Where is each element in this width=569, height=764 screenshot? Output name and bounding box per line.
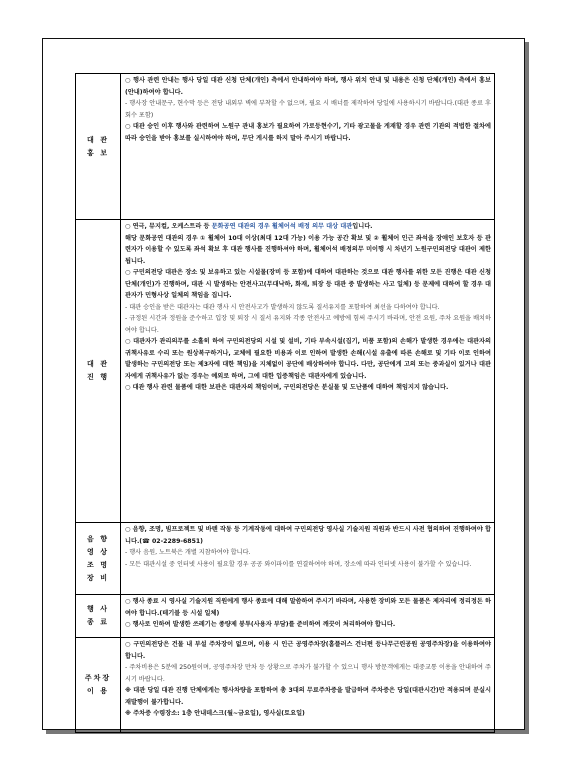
section-content-event-end [121,595,495,638]
list-item: ○ 대관자가 관리의무를 소홀히 하여 구민의전당의 시설 및 설비, 기타 부속시설(집기, 비품 포함)의 손해가 발생한 경우에는 대관자의 귀책사유로 수리 또는 원상복구하거나, 교체에 필요한 비용과 이로 인하여 발생한 손해(시설 유출에 따른 손해로 및 기타 이로 인하여 발생하는 구민의전당 또는 제3자에 대한 책임)을 지체없이 공단에 배상하여야 합니다. 다만, 공단에게 고의 또는 중과실이 있거나 대관자에게 귀책사유가 없는 경우는 예외로 하며, 그에 대한 입증책임은 대관자에게 있습니다. [125,338,491,380]
section-label-promotion: 대 관 홍 보 [76,74,121,220]
list-item: 해당 문화공연 대관의 경우 ① 휠체어 10대 이상(최대 12대 가능) 이용 가능 공간 확보 및 ② 휠체어 인근 좌석을 장애인 보호자 등 관련자가 이용할 수 있도록 좌석 확보 후 대관 행사를 진행하셔야 하며, 휠체어석 배정의무 미이행 시 차년기 노원구민의전당 대관이 제한됩니다. [125,234,491,265]
dash-marker-icon: - [125,100,130,107]
list-item: - 대관 승인을 받은 대관자는 대관 행사 시 안전사고가 발생하지 않도록 질서유지를 포함하여 최선을 다하여야 합니다. [125,303,440,311]
circle-bullet-icon: ○ [125,526,133,533]
list-item: ○ 대관 승인 이후 행사와 관련하여 노원구 관내 홍보가 필요하여 가로등현수기, 기타 광고물을 게재할 경우 관련 기관의 적법한 절차에 따라 승인을 받아 홍보를 실시하여야 하며, 무단 게시를 하지 말아 주시기 바랍니다. [125,123,491,142]
note-item: ※ 대관 당일 대관 진행 단체에게는 행사차량을 포함하여 총 3대의 무료주차증을 발급하며 주차증은 당일(대관시간)만 적용되며 분실시 재발행이 불가합니다. [125,687,491,706]
dash-marker-icon: - [125,664,130,671]
list-item: ○ 대관 행사 관련 물품에 대한 보관은 대관자의 책임이며, 구민의전당은 분실물 및 도난품에 대하여 책임지지 않습니다. [125,384,449,391]
list-item: ○ 연극, 뮤지컬, 오케스트라 등 문화공연 대관의 경우 휠체어석 배정 의무 대상 대관입니다. [125,223,373,230]
circle-bullet-icon: ○ [125,621,133,628]
section-content-promotion [121,74,495,220]
dash-marker-icon: - [125,303,130,311]
list-item: ○ 구민의전당 대관은 장소 및 보유하고 있는 시설물(장비 등 포함)에 대하여 대관하는 것으로 대관 행사를 위한 모든 진행은 대관 신청 단체(개인)가 진행하며, 대관 시 발생하는 안전사고(무대낙하, 화재, 퇴장 등 대관 중 발생하는 사고 일체) 등 문제에 대하여 할 경우 대관자가 민형사상 일체의 책임을 집니다. [125,269,491,299]
list-item: ○ 음향, 조명, 빔프로젝트 및 바텐 작동 등 기계작동에 대하여 구민의전당 영사실 기술지원 직원과 반드시 사전 협의하여 진행하여야 합니다.(☎ 02-2289-6851) [125,526,491,545]
document-frame [42,38,525,730]
highlight-text: 문화공연 대관의 경우 휠체어석 배정 의무 대상 대관 [211,223,353,230]
section-content-parking [121,638,495,733]
section-label-event-end: 행 사 종 료 [76,595,121,638]
circle-bullet-icon: ○ [125,223,133,230]
circle-bullet-icon: ○ [125,384,133,391]
section-equipment [76,523,495,595]
list-item: - 행사 음원, 노트북은 개별 지참하여야 합니다. [125,549,251,556]
dash-marker-icon: - [125,315,130,322]
list-item: ○ 행사 종료 시 영사실 기술지원 직원에게 행사 종료에 대해 말씀하여 주시기 바라며, 사용한 장비와 모든 물품은 제자리에 정리정돈 하여야 합니다.(테기블 등 시설 일체) [125,598,491,617]
dash-marker-icon: - [125,549,130,556]
list-item: - 주차비용은 5분에 250원이며, 공영주차장 만차 등 상황으로 주차가 불가할 수 있으니 행사 방문객에게는 대중교통 이용을 안내하여 주시기 바랍니다. [125,664,491,683]
list-item: ○ 행사 관련 안내는 행사 당일 대관 신청 단체(개인) 측에서 안내하여야 하며, 행사 위치 안내 및 내용은 신청 단체(개인) 측에서 홍보(안내)하여야 합니다. [125,77,491,96]
list-item: - 모든 대관시설 중 인터넷 사용이 필요할 경우 공공 와이파이를 연결하여야 하며, 장소에 따라 인터넷 사용이 불가할 수 있습니다. [125,560,472,568]
section-promotion [76,74,495,220]
circle-bullet-icon: ○ [125,338,134,345]
list-item: ○ 구민의전당은 건물 내 부설 주차장이 없으며, 이용 시 인근 공영주차장(홈플러스 건너편 등나무근린공원 공영주차장)을 이용하여야 합니다. [125,641,491,660]
circle-bullet-icon: ○ [125,77,134,84]
section-parking [76,638,495,733]
list-item: ○ 행사로 인하여 발생한 쓰레기는 종량제 봉투(사용자 부담)를 준비하여 깨끗이 처리하여야 합니다. [125,621,396,628]
list-item: - 규정된 시간과 정원을 준수하고 입장 및 퇴장 시 질서 유지와 각종 안전사고 예방에 힘써 주시기 바라며, 안전 요원, 주차 요원을 배치하여야 합니다. [125,315,492,334]
section-label-parking: 주차장 이 용 [76,638,121,733]
rental-guide-table [75,73,495,733]
section-progress [76,220,495,523]
list-item: - 행사장 안내문구, 현수막 등은 전당 내외부 벽에 부착할 수 없으며, 필요 시 배너를 제작하여 당일에 사용하시기 바랍니다.(대관 종료 후 회수 포함) [125,100,491,119]
section-content-equipment [121,523,495,595]
circle-bullet-icon: ○ [125,641,134,648]
note-item: ※ 주차증 수령장소: 1층 안내데스크(월~금요일), 영사실(토요일) [125,710,305,717]
circle-bullet-icon: ○ [125,598,133,605]
section-event-end [76,595,495,638]
section-label-progress: 대 관 진 행 [76,220,121,523]
section-label-equipment: 음 향 영 상 조 명 장 비 [76,523,121,595]
circle-bullet-icon: ○ [125,269,133,276]
dash-marker-icon: - [125,560,130,568]
section-content-progress [121,220,495,523]
circle-bullet-icon: ○ [125,123,133,130]
